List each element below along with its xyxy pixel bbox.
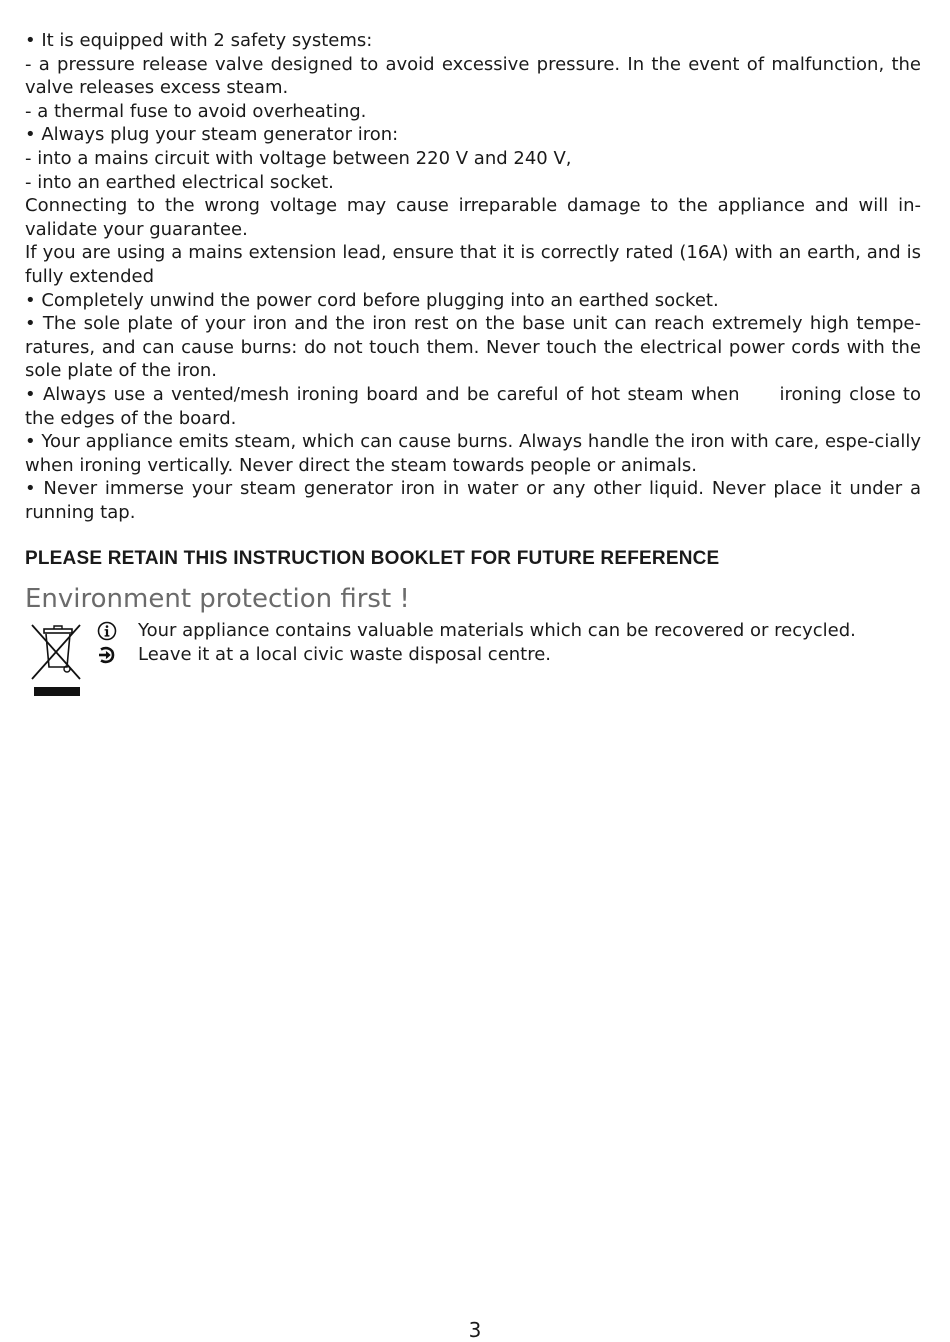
earthed-socket-item: - into an earthed electrical socket. [25,171,334,193]
immerse-bullet: • Never immerse your steam generator iron in water or any other liquid. Never place it under a running tap. [25,478,921,523]
page-number: 3 [468,1318,482,1342]
extension-lead-paragraph: If you are using a mains extension lead, ensure that it is correctly rated (16A) with an earth, and is fully extended [25,242,921,287]
environment-section [25,619,921,709]
safety-systems-bullet: • It is equipped with 2 safety systems: [25,30,373,51]
info-icon [97,621,117,641]
arrow-right-icon [97,645,117,665]
pressure-valve-item: - a pressure release valve designed to avoid excessive pressure. In the event of malfunction, the valve releases excess steam. [25,53,921,99]
thermal-fuse-item: - a thermal fuse to avoid overheating. [25,100,367,122]
ironing-board-bullet [25,383,921,430]
wrong-voltage-warning: Connecting to the wrong voltage may cause irreparable damage to the appliance and will in-validate your guarantee. [25,195,921,240]
mains-voltage-item: - into a mains circuit with voltage between 220 V and 240 V, [25,147,572,169]
document-body [25,29,921,709]
ironing-board-text-a: • Always use a vented/mesh ironing board and be careful of hot steam when [25,383,740,405]
crossed-out-wheelie-bin-icon [28,621,84,701]
ironing-board-text-b: ironing close to the edges of the board. [25,383,921,429]
sole-plate-bullet: • The sole plate of your iron and the iron rest on the base unit can reach extremely high tempe-ratures, and can cause burns: do not touch them. Never touch the electrical power cords with the sole plate of the iron. [25,313,921,382]
plug-bullet: • Always plug your steam generator iron: [25,124,399,146]
recyclable-text: Your appliance contains valuable materials which can be recovered or recycled. [138,620,856,642]
retain-booklet-notice: PLEASE RETAIN THIS INSTRUCTION BOOKLET FOR FUTURE REFERENCE [25,548,720,570]
environment-title: Environment protection first ! [25,584,410,615]
disposal-text: Leave it at a local civic waste disposal centre. [138,644,552,666]
steam-burns-bullet: • Your appliance emits steam, which can cause burns. Always handle the iron with care, espe-cially when ironing vertically. Never direct the steam towards people or animals. [25,431,921,476]
unwind-cord-bullet: • Completely unwind the power cord before plugging into an earthed socket. [25,289,719,311]
